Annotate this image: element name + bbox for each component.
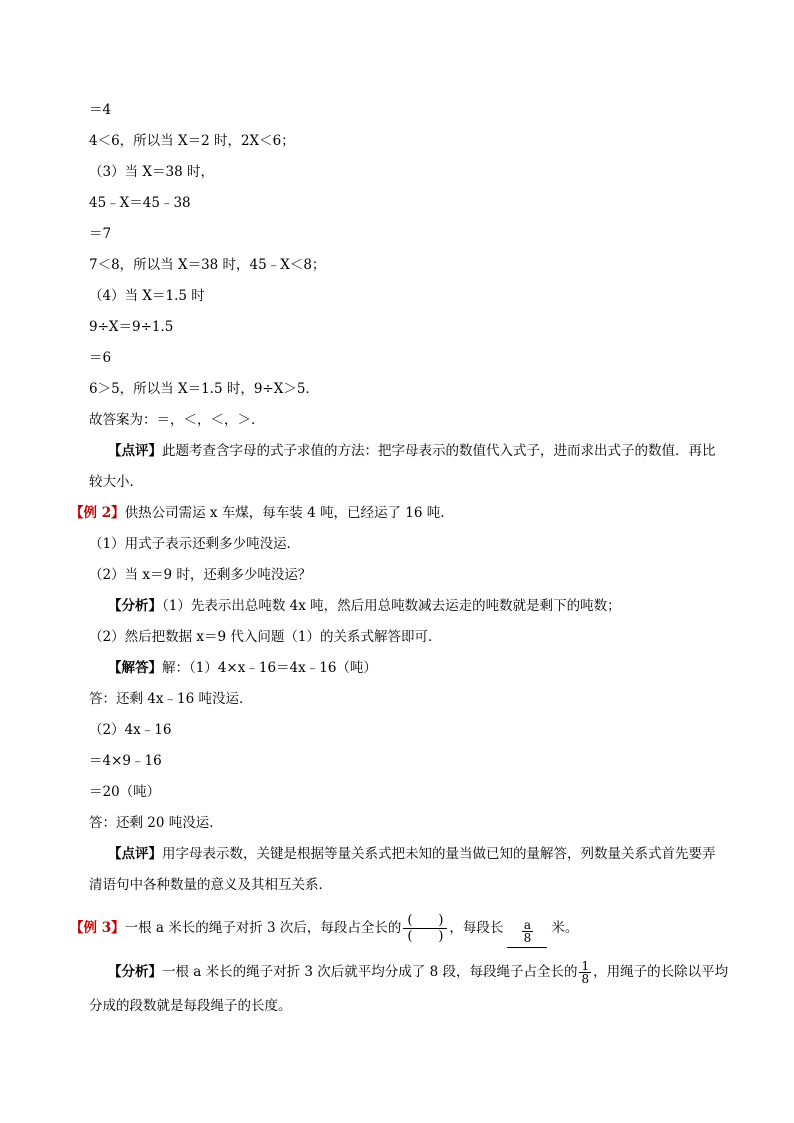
comment-1-cont: 较大小． [89,474,143,490]
comment-2 [108,844,716,864]
example-2-question [70,503,454,523]
answer-line: 答：还剩 4x﹣16 吨没运． [89,691,253,707]
comment-2-cont: 清语句中各种数量的意义及其相互关系． [89,877,332,893]
length-numerator: a [522,919,534,932]
final-answer-line: 故答案为：＝，＜，＜，＞． [89,412,265,428]
example-3-question [70,912,578,948]
solution-line: ＝4 [89,102,112,118]
analysis-text: （1）先表示出总吨数 4x 吨，然后用总吨数减去运走的吨数就是剩下的吨数； [162,598,621,614]
analysis-line-2: （2）然后把数据 x＝9 代入问题（1）的关系式解答即可． [89,629,442,645]
question-text: 一根 a 米长的绳子对折 3 次后，每段占全长的 [124,920,402,936]
analysis-line [108,596,621,616]
answer-text: 解：（1）4×x﹣16＝4x﹣16（吨） [162,660,377,676]
answer-line: 答：还剩 20 吨没运． [89,815,223,831]
fraction-numerator: 1 [581,959,590,973]
solution-line: ＝7 [89,226,112,242]
solution-line: （3）当 X＝38 时， [89,164,214,180]
answer-tag: 【解答】 [108,660,162,676]
question-text: 米。 [551,920,579,936]
fraction-blank[interactable] [403,914,447,943]
comment-tag: 【点评】 [108,846,162,862]
answer-line: ＝4×9﹣16 [89,753,162,769]
example-3-analysis [108,956,728,988]
comment-text: 用字母表示数，关键是根据等量关系式把未知的量当做已知的量解答，列数量关系式首先要弄 [162,846,716,862]
sub-question-1: （1）用式子表示还剩多少吨没运． [89,536,301,552]
analysis-tag: 【分析】 [108,598,162,614]
length-answer [507,915,547,948]
sub-question-2: （2）当 x＝9 时，还剩多少吨没运？ [89,567,312,583]
solution-line: 45﹣X＝45﹣38 [89,195,191,211]
blank-numerator: ( ) [407,913,444,928]
solution-line: 4＜6，所以当 X＝2 时，2X＜6； [89,133,295,149]
solution-line: 6＞5，所以当 X＝1.5 时，9÷X＞5． [89,381,319,397]
answer-line: （2）4x﹣16 [89,722,172,738]
comment-text: 此题考查含字母的式子求值的方法：把字母表示的数值代入式子，进而求出式子的数值．再比 [162,443,716,459]
answer-line: ＝20（吨） [89,784,161,800]
example-tag: 【例 3】 [70,920,125,936]
solution-line: 7＜8，所以当 X＝38 时，45﹣X＜8； [89,257,326,273]
fraction-denominator: 8 [581,972,590,986]
analysis-text: 一根 a 米长的绳子对折 3 次后就平均分成了 8 段，每段绳子占全长的 [162,964,578,980]
question-text: ，每段长 [449,920,504,936]
solution-line: 9÷X＝9÷1.5 [89,319,174,335]
analysis-line-2: 分成的段数就是每段绳子的长度。 [89,998,292,1014]
solution-line: ＝6 [89,350,112,366]
blank-denominator: ( ) [407,929,444,944]
length-denominator: 8 [523,931,532,945]
question-text: 供热公司需运 x 车煤，每车装 4 吨，已经运了 16 吨． [124,505,454,521]
analysis-tag: 【分析】 [108,964,162,980]
analysis-text: ，用绳子的长除以平均 [593,964,729,980]
fraction-one-eighth [579,960,591,985]
comment-tag: 【点评】 [108,443,162,459]
solution-line: （4）当 X＝1.5 时 [89,288,205,304]
answer-line [108,658,377,678]
example-tag: 【例 2】 [70,505,125,521]
comment-1 [108,441,716,461]
